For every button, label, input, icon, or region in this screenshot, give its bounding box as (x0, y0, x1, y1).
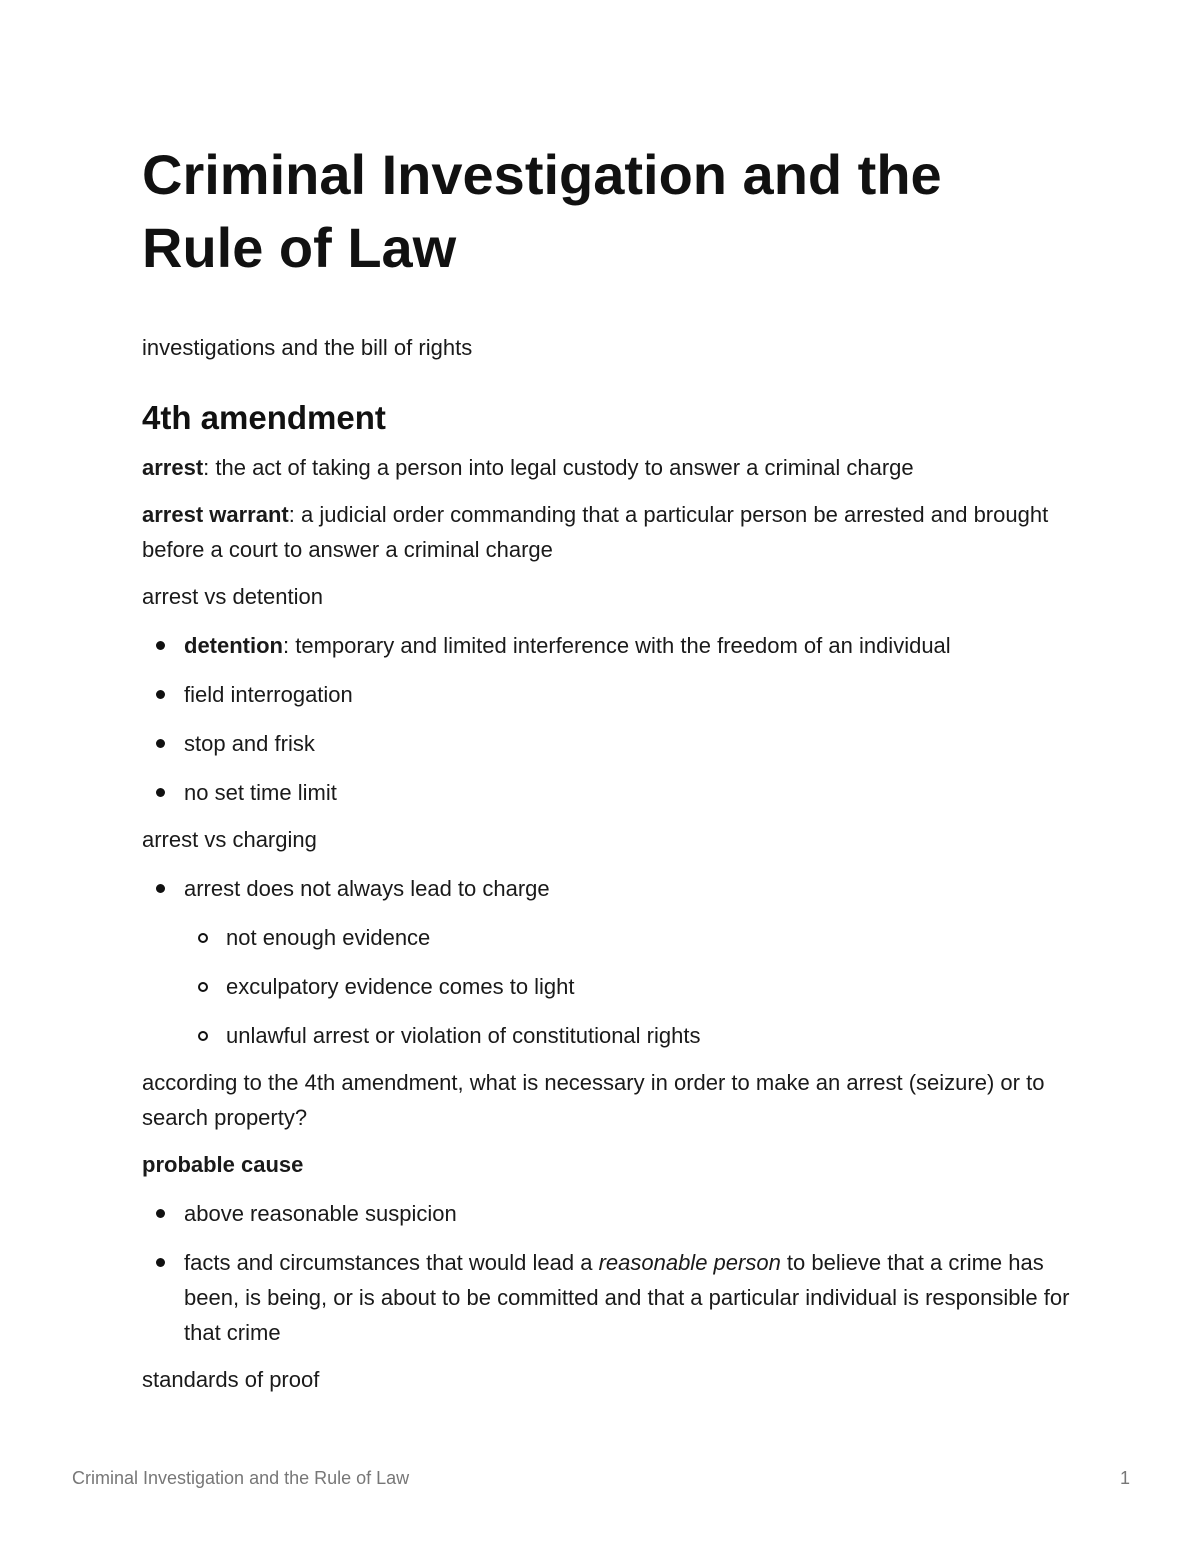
bullet-icon (156, 788, 165, 797)
hollow-bullet-icon (198, 1031, 208, 1041)
sublist-item (184, 1018, 1072, 1053)
list-item-text: arrest does not always lead to charge (184, 876, 550, 901)
question-text: according to the 4th amendment, what is necessary in order to make an arrest (seizure) or to search property? (142, 1070, 1045, 1130)
bullet-icon (156, 641, 165, 650)
list-item-text: no set time limit (184, 780, 337, 805)
list-item-text: stop and frisk (184, 731, 315, 756)
list-item (142, 726, 1072, 761)
bullet-icon (156, 884, 165, 893)
hollow-bullet-icon (198, 933, 208, 943)
list-item (142, 1245, 1072, 1350)
arrest-vs-charging: arrest vs charging (142, 827, 317, 852)
arrest-vs-detention: arrest vs detention (142, 584, 323, 609)
detention-term: detention (184, 633, 283, 658)
charging-list (142, 871, 1072, 1053)
arrest-def-text: : the act of taking a person into legal custody to answer a criminal charge (203, 455, 914, 480)
list-item-text: above reasonable suspicion (184, 1201, 457, 1226)
sublist-item-text: unlawful arrest or violation of constitutional rights (226, 1023, 701, 1048)
sublist-item (184, 969, 1072, 1004)
section-heading: 4th amendment (142, 399, 386, 436)
bullet-icon (156, 690, 165, 699)
bullet-icon (156, 1258, 165, 1267)
warrant-def-text: : a judicial order commanding that a particular person be arrested and brought before a court to answer a criminal charge (142, 502, 1049, 562)
emphasis-text: reasonable person (598, 1250, 781, 1275)
probable-cause-heading (142, 1147, 1072, 1182)
bullet-icon (156, 1209, 165, 1218)
arrest-definition (142, 450, 1072, 485)
list-item-text: facts and circumstances that would lead a (184, 1250, 599, 1275)
warrant-term: arrest warrant (142, 502, 289, 527)
list-item (142, 1196, 1072, 1231)
list-item (142, 871, 1072, 1053)
list-item (142, 628, 1072, 663)
document-body (142, 138, 1072, 1397)
document-title: Criminal Investigation and the Rule of Law (142, 143, 942, 279)
charging-sublist (184, 920, 1072, 1053)
bullet-icon (156, 739, 165, 748)
list-item (142, 677, 1072, 712)
detention-def: : temporary and limited interference with the freedom of an individual (283, 633, 951, 658)
probable-cause-term: probable cause (142, 1152, 304, 1177)
sublist-item-text: not enough evidence (226, 925, 431, 950)
probable-cause-list (142, 1196, 1072, 1350)
detention-list (142, 628, 1072, 810)
list-item-text: field interrogation (184, 682, 353, 707)
list-item (142, 775, 1072, 810)
list-item-text-continued: to believe that a crime has been, is being, or is about to be committed and that a particular individual is responsible for that crime (184, 1250, 1070, 1345)
subtitle: investigations and the bill of rights (142, 335, 473, 360)
hollow-bullet-icon (198, 982, 208, 992)
arrest-term: arrest (142, 455, 204, 480)
sublist-item (184, 920, 1072, 955)
sublist-item-text: exculpatory evidence comes to light (226, 974, 575, 999)
page-number: 1 (1119, 1468, 1130, 1488)
footer-title: Criminal Investigation and the Rule of Law (72, 1468, 410, 1488)
standards-of-proof: standards of proof (142, 1367, 320, 1392)
warrant-definition (142, 497, 1072, 567)
